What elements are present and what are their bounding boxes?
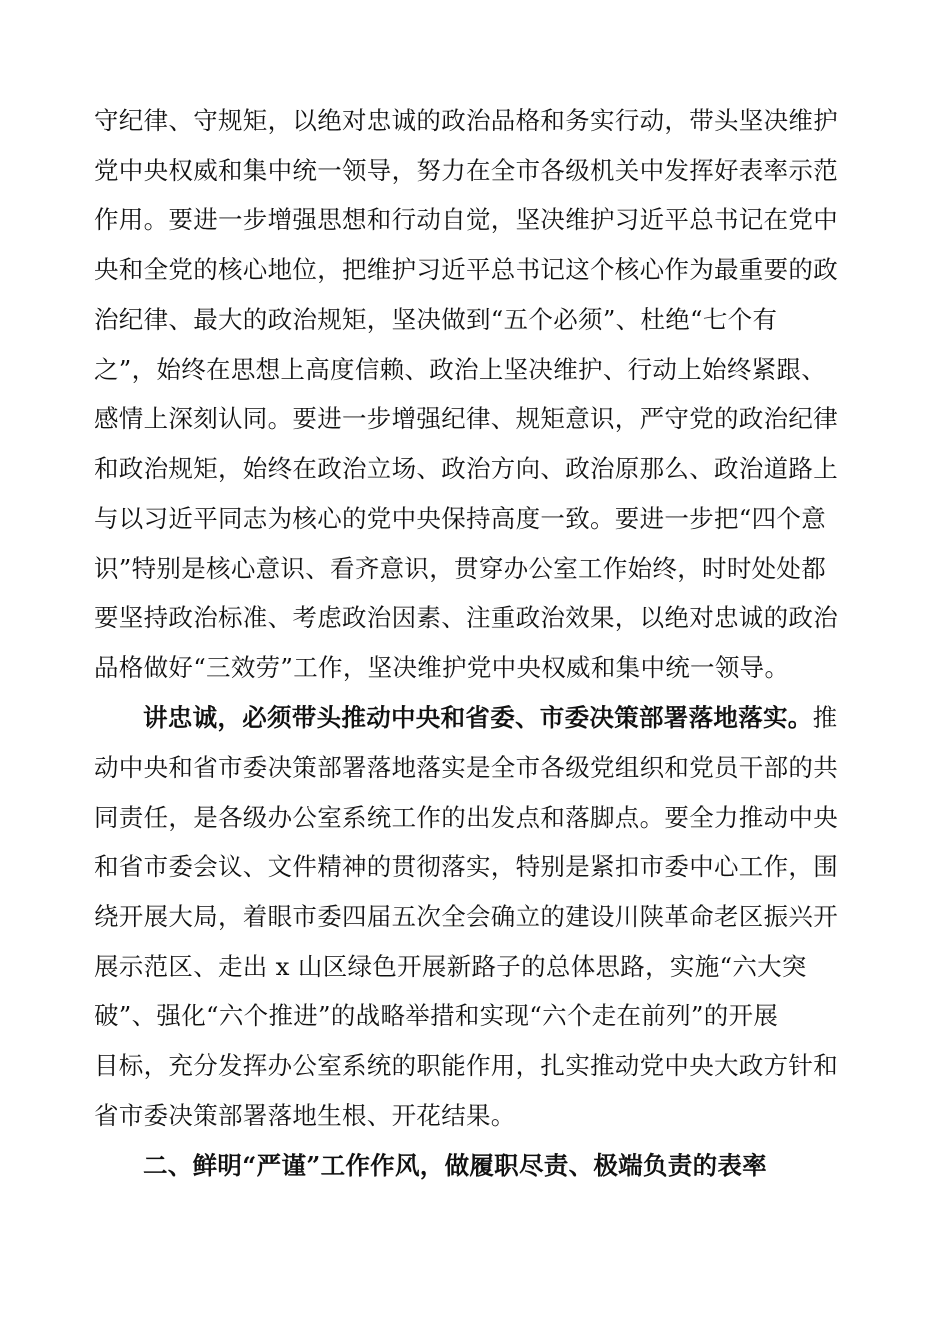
text-line: 绕开展大局，着眼市委四届五次全会确立的建设川陕革命老区振兴开 xyxy=(94,902,838,931)
text-line: 央和全党的核心地位，把维护习近平总书记这个核心作为最重要的政 xyxy=(94,255,838,284)
paragraph-2-first-line xyxy=(143,702,837,734)
text-line: 省市委决策部署落地生根、开花结果。 xyxy=(94,1101,516,1130)
text-line: 展示范区、走出 x 山区绿色开展新路子的总体思路，实施“六大突 xyxy=(94,952,807,981)
text-line: 与以习近平同志为核心的党中央保持高度一致。要进一步把“四个意 xyxy=(94,504,827,533)
text-line: 同责任，是各级办公室系统工作的出发点和落脚点。要全力推动中央 xyxy=(94,803,838,832)
text-line: 作用。要进一步增强思想和行动自觉，坚决维护习近平总书记在党中 xyxy=(94,205,838,234)
text-line: 治纪律、最大的政治规矩，坚决做到“五个必须”、杜绝“七个有 xyxy=(94,305,778,334)
text-line: 要坚持政治标准、考虑政治因素、注重政治效果，以绝对忠诚的政治 xyxy=(94,603,838,632)
text-line: 之”，始终在思想上高度信赖、政治上坚决维护、行动上始终紧跟、 xyxy=(94,355,827,384)
text-line: 感情上深刻认同。要进一步增强纪律、规矩意识，严守党的政治纪律 xyxy=(94,404,838,433)
text-line: 识”特别是核心意识、看齐意识，贯穿办公室工作始终，时时处处都 xyxy=(94,554,827,583)
text-line: 和省市委会议、文件精神的贯彻落实，特别是紧扣市委中心工作，围 xyxy=(94,852,838,881)
paragraph-heading: 讲忠诚，必须带头推动中央和省委、市委决策部署落地落实。 xyxy=(143,703,813,732)
text-line: 守纪律、守规矩，以绝对忠诚的政治品格和务实行动，带头坚决维护 xyxy=(94,106,838,135)
text-line: 动中央和省市委决策部署落地落实是全市各级党组织和党员干部的共 xyxy=(94,753,838,782)
section-heading: 二、鲜明“严谨”工作作风，做履职尽责、极端负责的表率 xyxy=(143,1151,767,1180)
text-line: 目标，充分发挥办公室系统的职能作用，扎实推动党中央大政方针和 xyxy=(94,1051,838,1080)
text-line: 和政治规矩，始终在政治立场、政治方向、政治原那么、政治道路上 xyxy=(94,454,838,483)
text-line: 破”、强化“六个推进”的战略举措和实现“六个走在前列”的开展 xyxy=(94,1001,779,1030)
text-line: 党中央权威和集中统一领导，努力在全市各级机关中发挥好表率示范 xyxy=(94,156,838,185)
paragraph-text: 推 xyxy=(812,703,838,732)
text-line: 品格做好“三效劳”工作，坚决维护党中央权威和集中统一领导。 xyxy=(94,653,790,682)
